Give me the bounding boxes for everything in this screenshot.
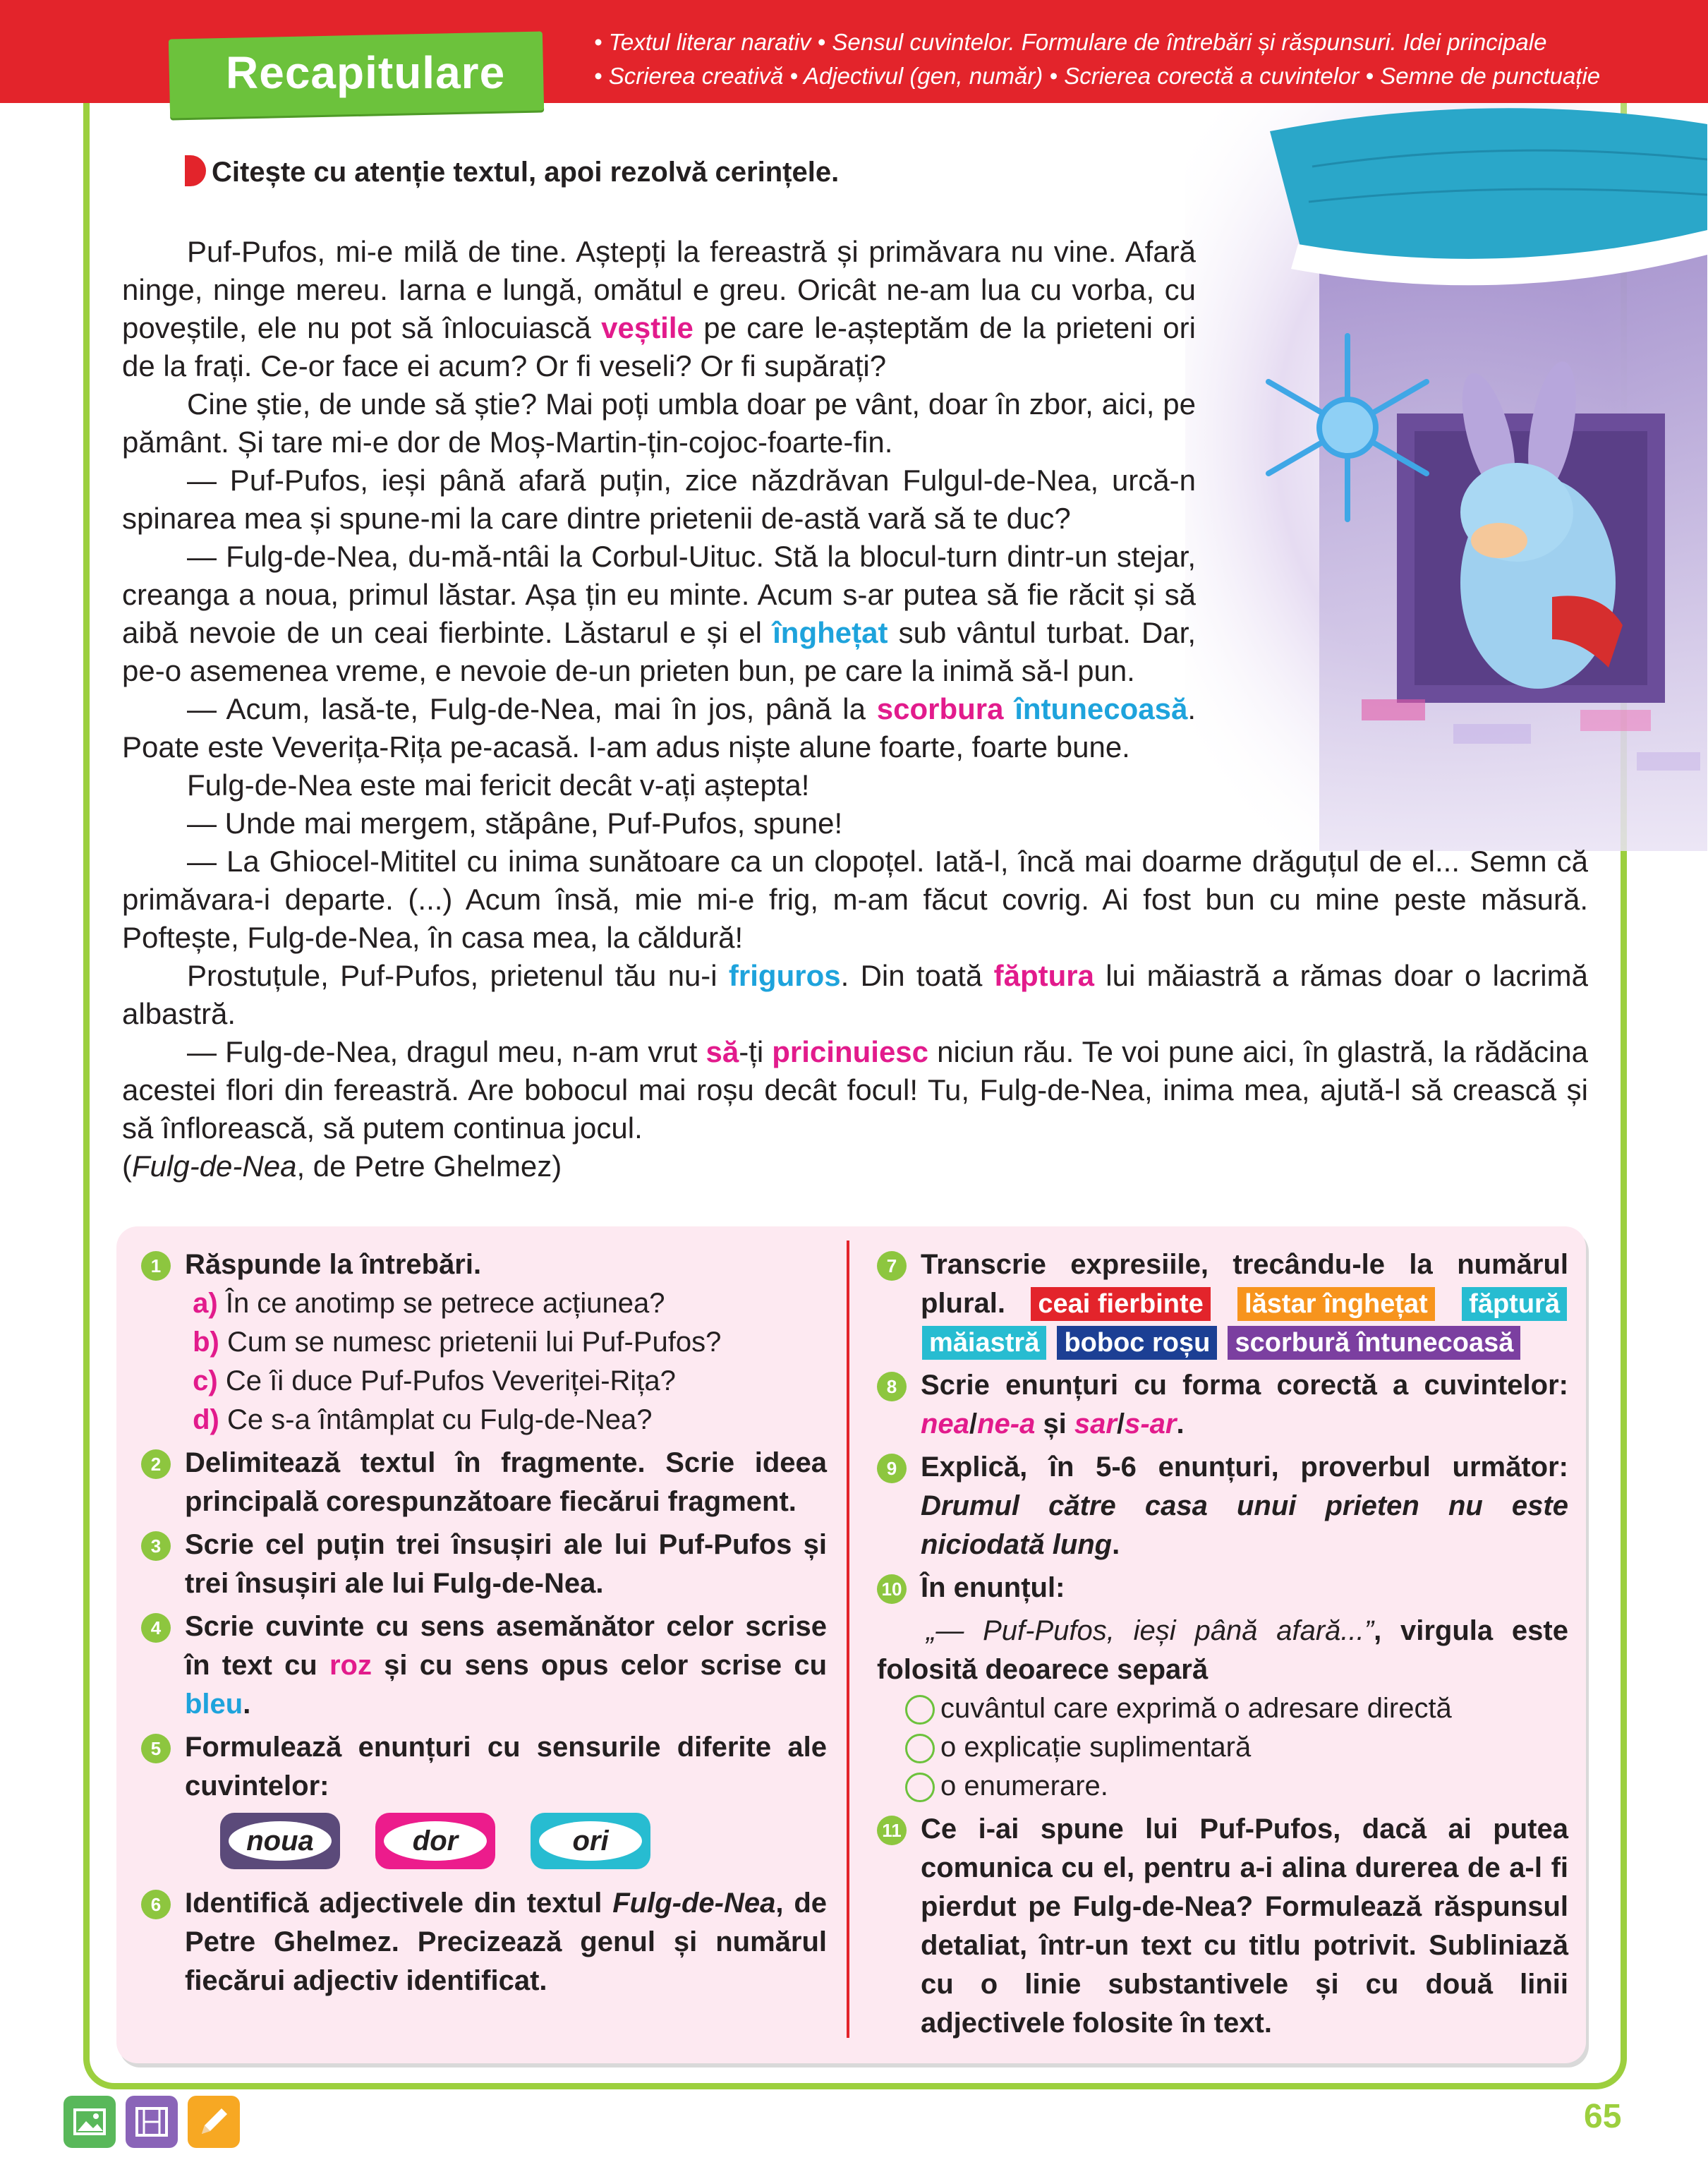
question-item: c) Ce îi duce Puf-Pufos Veveriței-Rița? [193,1365,676,1396]
instruction: Citește cu atenție textul, apoi rezolvă cerințele. [212,157,840,188]
exercise-heading: În enunțul: [921,1572,1065,1603]
word-tag-dor: dor [375,1813,495,1869]
exercise-number: 8 [877,1372,907,1401]
paragraph: — Fulg-de-Nea, dragul meu, n-am vrut să-ți pricinuiesc niciun rău. Te voi pune aici, în glastră, la rădăcina acestei flori din fereastră. Are bobocul mai roșu decât focul! Tu, Fulg-de-Nea, inima mea, ajută-l să crească și să înflorească, să putem continua jocul. [122,1035,1588,1145]
paragraph: Puf-Pufos, mi-e milă de tine. Aștepți la fereastră și primăvara nu vine. Afară ninge, ninge mereu. Iarna e lungă, omătul e greu. Oricât ne-am lua cu vorba, cu poveștile, ele nu pot să înlocuiască veștile pe care le-așteptăm de la prieteni ori de la frați. Ce-or face ei acum? Or fi veseli? Or fi supărați? [122,235,1196,382]
exercise-8 [877,1366,1568,1444]
option: o enumerare. [877,1767,1568,1806]
option: o explicație suplimentară [877,1728,1568,1767]
exercise-number: 5 [141,1734,171,1763]
paragraph: Fulg-de-Nea este mai fericit decât v-ați aștepta! [187,768,810,802]
topics-list [594,25,1695,93]
exercise-number: 11 [877,1816,907,1845]
paragraph: Prostuțule, Puf-Pufos, prietenul tău nu-i friguros. Din toată făptura lui măiastră a rămas doar o lacrimă albastră. [122,959,1588,1030]
exercise-heading: Scrie cuvinte cu sens asemănător celor scrise în text cu roz și cu sens opus celor scrise cu bleu. [185,1611,828,1720]
exercise-number: 3 [141,1531,171,1561]
topics-line-2: • Scrierea creativă • Adjectivul (gen, număr) • Scrierea corectă a cuvintelor • Semne de punctuație [594,63,1601,89]
exercise-number: 1 [141,1251,171,1281]
page-number: 65 [1584,2098,1622,2135]
exercise-7 [877,1245,1568,1362]
exercise-heading: Delimitează textul în fragmente. Scrie ideea principală corespunzătoare fiecărui fragment. [185,1447,827,1517]
page-title: Recapitulare [226,47,506,98]
question-item: b) Cum se numesc prietenii lui Puf-Pufos? [193,1327,722,1358]
radio-option[interactable] [905,1734,935,1763]
exercise-heading: Explică, în 5-6 enunțuri, proverbul următor: Drumul către casa unui prieten nu este niciodată lung. [921,1451,1568,1560]
exercise-number: 4 [141,1613,171,1643]
story-text [122,233,1588,1185]
question-item: a) În ce anotimp se petrece acțiunea? [193,1288,665,1319]
option: cuvântul care exprimă o adresare directă [877,1689,1568,1728]
exercise-2 [141,1444,827,1521]
exercise-5 [141,1728,827,1880]
topics-line-1: • Textul literar narativ • Sensul cuvintelor. Formulare de întrebări și răspunsuri. Idei principale [594,29,1547,55]
exercise-3 [141,1526,827,1603]
exercise-heading: Scrie enunțuri cu forma corectă a cuvintelor: nea/ne-a și sar/s-ar. [921,1370,1568,1439]
film-icon[interactable] [126,2096,178,2148]
expression-chip: scorbură întunecoasă [1228,1326,1520,1360]
exercise-heading: Formulează enunțuri cu sensurile diferite ale cuvintelor: [185,1732,827,1801]
exercise-heading: Transcrie expresiile, trecându-le la numărul plural. ceai fierbinte lăstar înghețat făptură măiastră boboc roșu scorbură întunecoasă [921,1245,1568,1362]
exercise-number: 6 [141,1890,171,1919]
exercise-10-statement: „— Puf-Pufos, ieși până afară...”, virgula este folosită deoarece separă [877,1615,1568,1685]
paragraph: — Acum, lasă-te, Fulg-de-Nea, mai în jos, până la scorbura întunecoasă. Poate este Veverița-Rița pe-acasă. I-am adus niște alune foarte, foarte bune. [122,692,1196,763]
expression-chip: boboc roșu [1057,1326,1217,1360]
exercise-10 [877,1569,1568,1607]
word-tag-noua: noua [220,1813,340,1869]
paragraph: Cine știe, de unde să știe? Mai poți umbla doar pe vânt, doar în zbor, aici, pe pământ. Și tare mi-e dor de Moș-Martin-țin-cojoc-foarte-fin. [122,387,1196,459]
pencil-icon[interactable] [188,2096,240,2148]
exercise-heading: Răspunde la întrebări. [185,1249,482,1280]
question-list [185,1284,827,1439]
exercise-number: 10 [877,1574,907,1604]
exercise-6 [141,1884,827,2000]
exercises-right-column [877,1245,1568,2047]
exercise-heading: Ce i-ai spune lui Puf-Pufos, dacă ai putea comunica cu el, pentru a-i alina durerea de a-l fi pierdut pe Fulg-de-Nea? Formulează răspunsul detaliat, într-un text cu titlu potrivit. Subliniază cu o linie substantivele și cu două linii adjectivele folosite în text. [921,1813,1568,2039]
expression-chip: lăstar înghețat [1237,1287,1435,1321]
expression-chip: măiastră [922,1326,1046,1360]
exercise-heading: Scrie cel puțin trei însușiri ale lui Puf-Pufos și trei însușiri ale lui Fulg-de-Nea. [185,1529,827,1599]
exercise-9 [877,1448,1568,1564]
paragraph: — Puf-Pufos, ieși până afară puțin, zice năzdrăvan Fulgul-de-Nea, urcă-n spinarea mea și spune-mi la care dintre prietenii de-astă vară să te duc? [122,464,1196,535]
paragraph: — La Ghiocel-Mititel cu inima sunătoare ca un clopoțel. Iată-l, încă mai doarme drăguțul de el... Semn că primăvara-i departe. (...) Acum însă, mie mi-e frig, m-am făcut covrig. Ai fost bun cu mine peste măsură. Poftește, Fulg-de-Nea, în casa mea, la căldură! [122,845,1588,954]
exercise-number: 7 [877,1251,907,1281]
exercise-4 [141,1607,827,1724]
radio-option[interactable] [905,1773,935,1802]
exercise-number: 2 [141,1449,171,1479]
exercise-heading: Identifică adjectivele din textul Fulg-de-Nea, de Petre Ghelmez. Precizează genul și numărul fiecărui adjectiv identificat. [185,1888,828,1996]
expression-chip: făptură [1462,1287,1567,1321]
exercises-left-column [141,1245,827,2005]
text-source: (Fulg-de-Nea, de Petre Ghelmez) [122,1149,562,1183]
expression-chip: ceai fierbinte [1031,1287,1210,1321]
radio-option[interactable] [905,1695,935,1725]
image-icon[interactable] [63,2096,116,2148]
exercise-1 [141,1245,827,1439]
word-tag-ori: ori [531,1813,650,1869]
exercise-number: 9 [877,1454,907,1483]
question-item: d) Ce s-a întâmplat cu Fulg-de-Nea? [193,1404,653,1435]
paragraph: — Fulg-de-Nea, du-mă-ntâi la Corbul-Uituc. Stă la blocul-turn dintr-un stejar, creanga a noua, primul lăstar. Așa țin eu minte. Acum s-ar putea să fie răcit și să aibă nevoie de un ceai fierbinte. Lăstarul e și el înghețat sub vântul turbat. Dar, pe-o asemenea vreme, e nevoie de-un prieten bun, pe care la inimă să-l pun. [122,540,1196,687]
column-divider [847,1241,849,2038]
exercise-11 [877,1810,1568,2043]
word-tags [185,1806,827,1880]
paragraph: — Unde mai mergem, stăpâne, Puf-Pufos, spune! [187,807,843,840]
